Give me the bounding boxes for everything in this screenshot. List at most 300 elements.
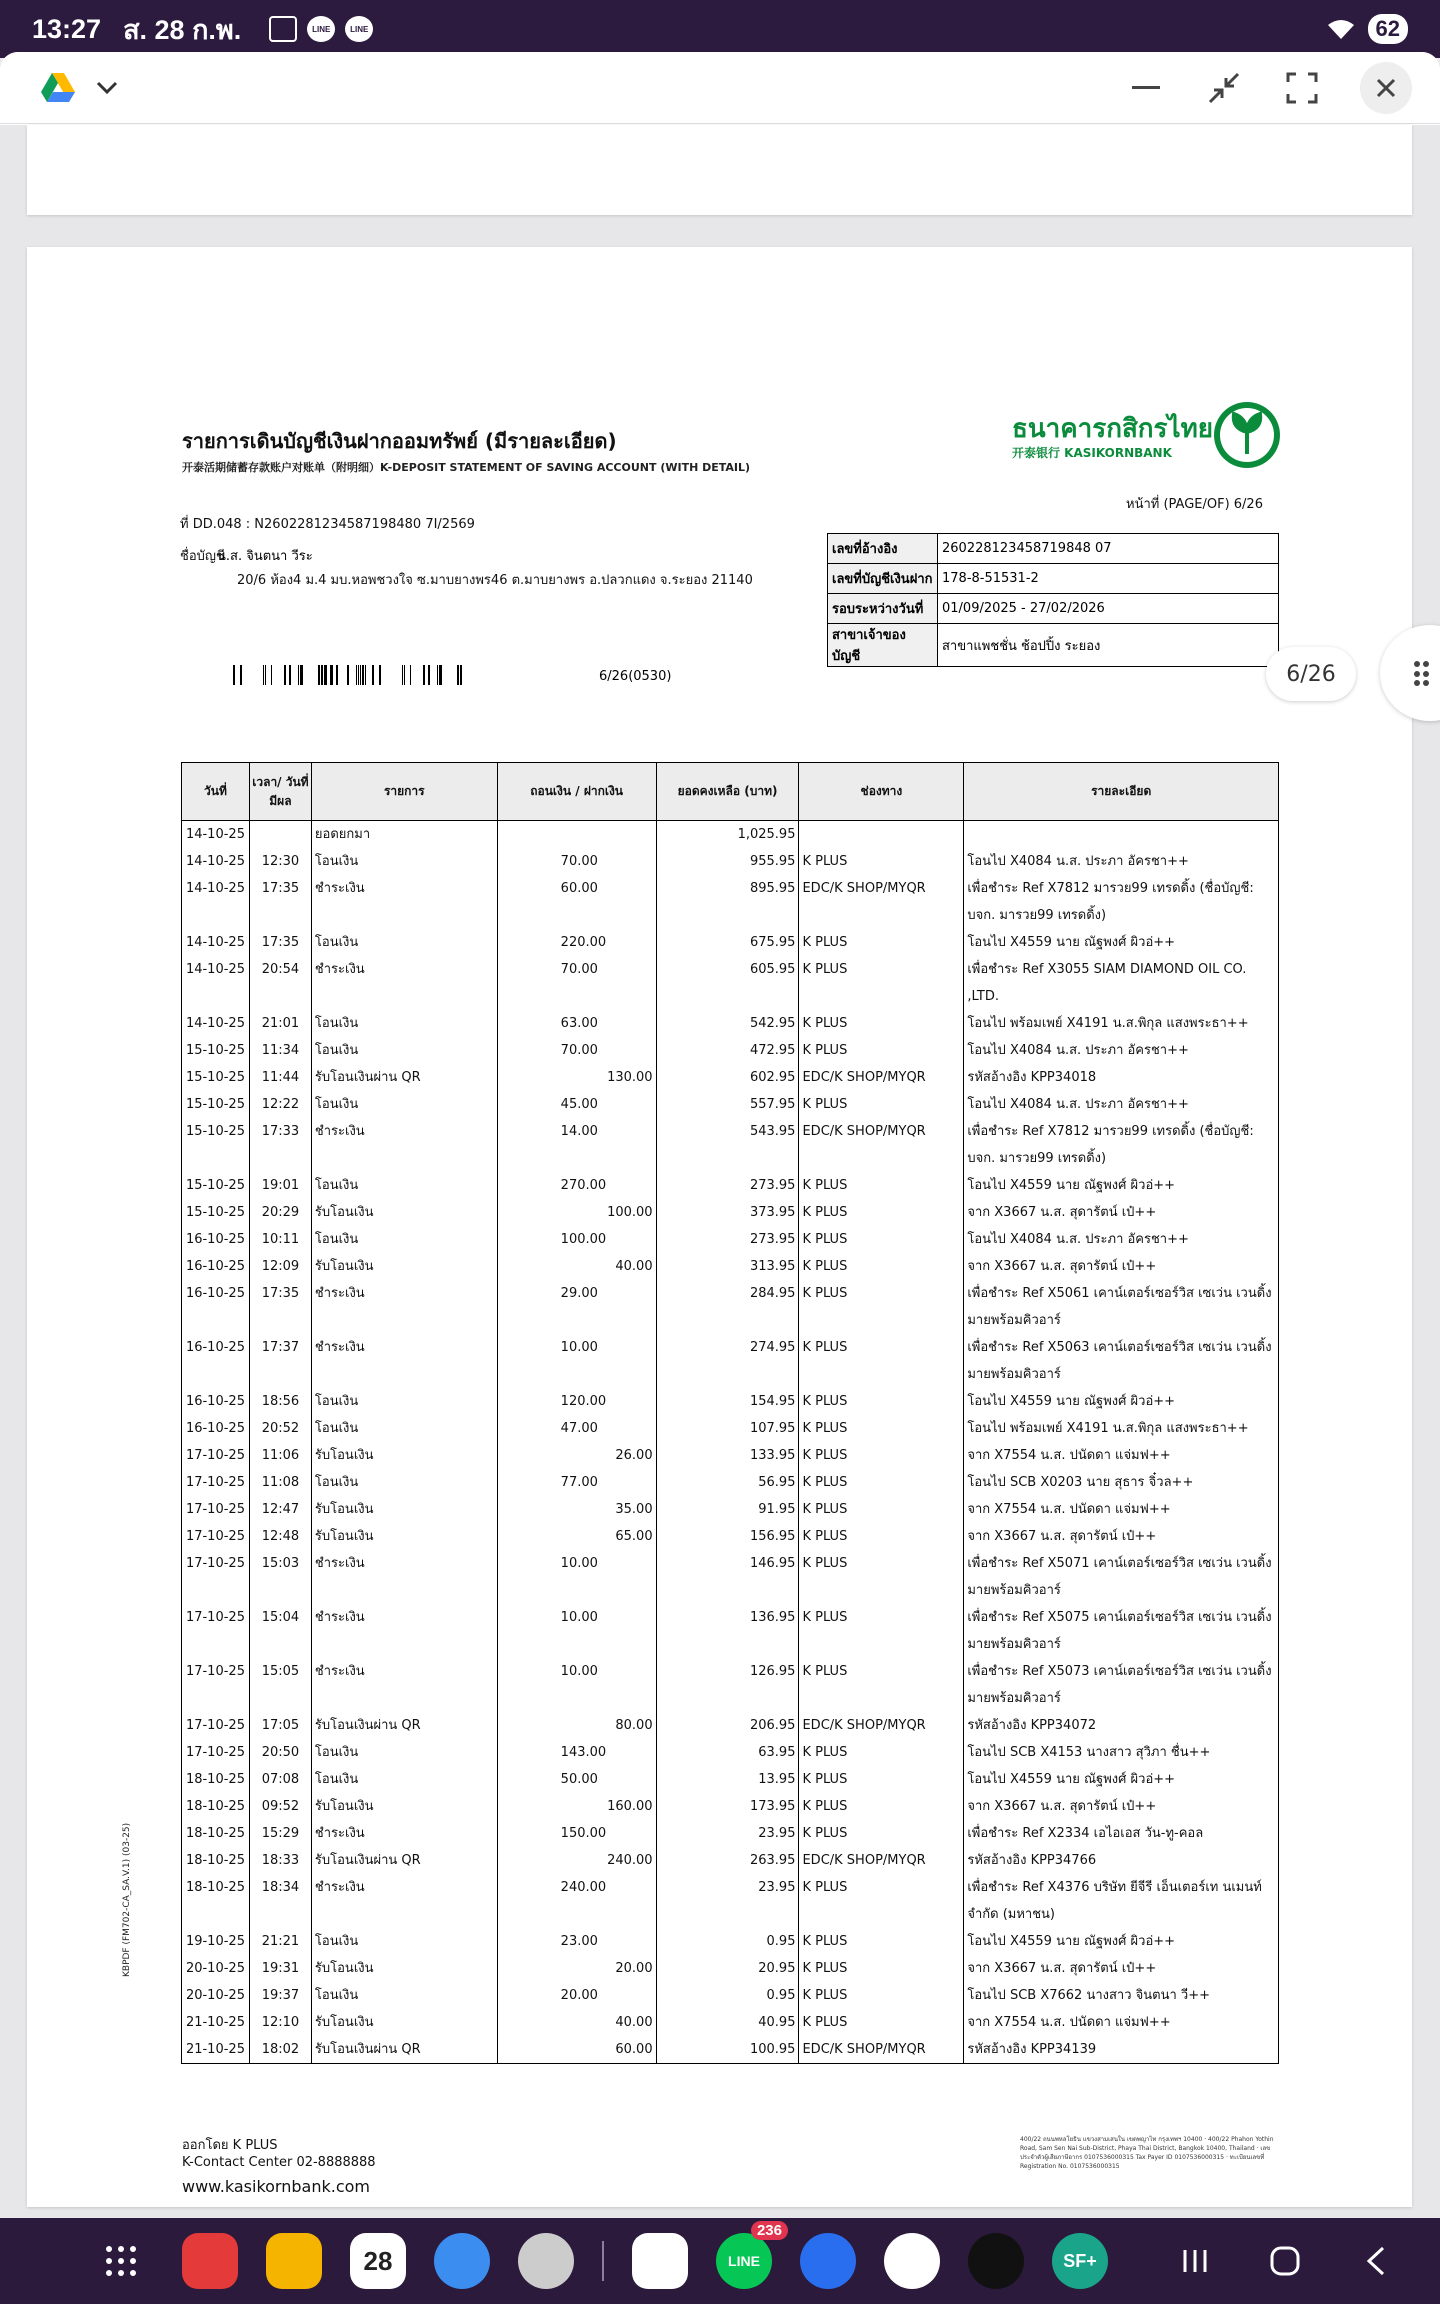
table-row (182, 1604, 1279, 1658)
cell-date: 18-10-25 (182, 1847, 250, 1874)
cell-date: 17-10-25 (182, 1658, 250, 1712)
recents-button[interactable] (1170, 2236, 1220, 2286)
app-window (0, 52, 1440, 2217)
recents-icon (1180, 2246, 1210, 2276)
cell-time: 11:08 (249, 1469, 311, 1496)
cell-detail: เพื่อชำระ Ref X5073 เคาน์เตอร์เซอร์วิส เซเว่น เวนดิ้ง มายพร้อมคิวอาร์ (964, 1658, 1279, 1712)
cell-detail: รหัสอ้างอิง KPP34072 (964, 1712, 1279, 1739)
cell-date: 14-10-25 (182, 875, 250, 929)
barcode-bar (271, 665, 272, 685)
cell-description: โอนเงิน (311, 1766, 497, 1793)
barcode-bar (460, 665, 462, 685)
cell-detail: เพื่อชำระ Ref X3055 SIAM DIAMOND OIL CO. ,LTD. (964, 956, 1279, 1010)
cell-amount (497, 1091, 656, 1118)
cell-amount (497, 1118, 656, 1172)
col-description: รายการ (311, 763, 497, 821)
cell-detail: โอนไป X4559 นาย ณัฐพงศ์ ผิวอ่++ (964, 929, 1279, 956)
table-row (182, 1334, 1279, 1388)
bank-name-en: 开泰银行 KASIKORNBANK (1012, 446, 1172, 460)
cell-channel: K PLUS (799, 848, 964, 875)
kasikorn-logo (1012, 402, 1280, 472)
cell-time: 17:35 (249, 929, 311, 956)
cell-time: 12:30 (249, 848, 311, 875)
cell-amount (497, 875, 656, 929)
back-button[interactable] (1350, 2236, 1400, 2286)
withdraw-amount: 47.00 (560, 1421, 598, 1436)
info-value: 178-8-51531-2 (938, 564, 1279, 594)
table-row (182, 1496, 1279, 1523)
cell-channel: K PLUS (799, 1226, 964, 1253)
cell-date: 15-10-25 (182, 1091, 250, 1118)
cell-detail: โอนไป X4084 น.ส. ประภา อัครชา++ (964, 1226, 1279, 1253)
files-app-icon[interactable] (266, 2233, 322, 2289)
cell-date: 17-10-25 (182, 1604, 250, 1658)
cell-amount (497, 1064, 656, 1091)
cell-amount (497, 1766, 656, 1793)
withdraw-amount: 70.00 (560, 962, 598, 977)
window-toolbar (0, 52, 1440, 124)
barcode-bar (324, 665, 327, 685)
cell-detail: จาก X7554 น.ส. ปนัดดา แจ่มฟ++ (964, 1442, 1279, 1469)
withdraw-amount: 10.00 (560, 1610, 598, 1625)
cell-description: ยอดยกมา (311, 821, 497, 849)
cell-date: 15-10-25 (182, 1199, 250, 1226)
cell-description: โอนเงิน (311, 848, 497, 875)
table-row (182, 848, 1279, 875)
barcode-bar (318, 665, 320, 685)
cell-description: รับโอนเงิน (311, 1955, 497, 1982)
cell-time: 18:34 (249, 1874, 311, 1928)
cell-amount (497, 2009, 656, 2036)
info-value: 260228123458719848 07 (938, 534, 1279, 564)
cell-amount (497, 848, 656, 875)
cell-time: 18:02 (249, 2036, 311, 2064)
table-row (182, 1793, 1279, 1820)
table-row (182, 1064, 1279, 1091)
cell-channel: K PLUS (799, 929, 964, 956)
cell-description: รับโอนเงิน (311, 1523, 497, 1550)
cell-channel: K PLUS (799, 1091, 964, 1118)
cell-description: โอนเงิน (311, 1172, 497, 1199)
cell-detail: รหัสอ้างอิง KPP34766 (964, 1847, 1279, 1874)
cell-date: 19-10-25 (182, 1928, 250, 1955)
line-badge: 236 (751, 2221, 788, 2240)
info-row (828, 564, 1279, 594)
cell-detail: เพื่อชำระ Ref X4376 บริษัท ยีจีรี เอ็นเตอร์เท นเมนท์ จำกัด (มหาชน) (964, 1874, 1279, 1928)
cell-amount (497, 956, 656, 1010)
cell-description: รับโอนเงินผ่าน QR (311, 2036, 497, 2064)
cell-date: 16-10-25 (182, 1334, 250, 1388)
footer-address: 400/22 ถนนพหลโยธิน แขวงสามเสนใน เขตพญาไท กรุงเทพฯ 10400 · 400/22 Phahon Yothin Road, Sam Sen Nai Sub-District, Phaya Thai District, Bangkok 10400, Thailand · เลขประจำตัวผู้เสียภาษีอากร 0107536000315 Tax Payer ID 0107536000315 · ทะเบียนเลขที่ Registration No. 0107536000315 (1020, 2136, 1274, 2170)
account-info-box (827, 533, 1279, 667)
col-balance: ยอดคงเหลือ (บาท) (656, 763, 799, 821)
cell-date: 16-10-25 (182, 1388, 250, 1415)
barcode-bar (439, 665, 442, 685)
cell-amount (497, 1388, 656, 1415)
status-bar (0, 0, 1440, 58)
cell-amount (497, 1010, 656, 1037)
notes-app-icon[interactable] (182, 2233, 238, 2289)
info-label: สาขาเจ้าของบัญชี (828, 624, 938, 667)
app-drawer-button[interactable] (96, 2236, 146, 2286)
cell-amount (497, 1226, 656, 1253)
close-button[interactable] (1360, 62, 1412, 114)
taskbar (0, 2218, 1440, 2304)
google-drive-app-icon[interactable] (632, 2233, 688, 2289)
camera-app-icon[interactable] (518, 2233, 574, 2289)
cell-time: 17:37 (249, 1334, 311, 1388)
chrome-app-icon[interactable] (884, 2233, 940, 2289)
cell-date: 16-10-25 (182, 1415, 250, 1442)
cell-amount (497, 1874, 656, 1928)
table-row (182, 1037, 1279, 1064)
barcode-bar (360, 665, 361, 685)
cell-time: 17:05 (249, 1712, 311, 1739)
cell-time: 11:06 (249, 1442, 311, 1469)
cell-channel: K PLUS (799, 1280, 964, 1334)
statement-table (181, 762, 1279, 2064)
barcode-bar (358, 665, 359, 685)
cell-date: 14-10-25 (182, 1010, 250, 1037)
cell-balance: 284.95 (656, 1280, 799, 1334)
cell-time: 20:52 (249, 1415, 311, 1442)
cell-detail: โอนไป SCB X4153 นางสาว สุวิภา ชื่น++ (964, 1739, 1279, 1766)
cell-channel: K PLUS (799, 1550, 964, 1604)
sf-app-icon[interactable]: SF+ (1052, 2233, 1108, 2289)
deposit-amount: 160.00 (607, 1799, 653, 1814)
cell-channel: K PLUS (799, 1982, 964, 2009)
cell-balance: 126.95 (656, 1658, 799, 1712)
pdf-viewer[interactable] (0, 125, 1440, 2217)
cell-channel: EDC/K SHOP/MYQR (799, 1118, 964, 1172)
barcode-bar (284, 665, 286, 685)
battery-level: 62 (1368, 14, 1408, 44)
cell-time: 12:22 (249, 1091, 311, 1118)
barcode-bar (437, 665, 438, 685)
cell-time: 18:33 (249, 1847, 311, 1874)
cell-amount (497, 1334, 656, 1388)
col-date: วันที่ (182, 763, 250, 821)
shrink-icon (1208, 72, 1240, 104)
barcode-bar (423, 665, 425, 685)
col-detail: รายละเอียด (964, 763, 1279, 821)
cell-balance: 173.95 (656, 1793, 799, 1820)
line-icon: LINE (307, 16, 335, 42)
withdraw-amount: 10.00 (560, 1556, 598, 1571)
cell-channel: K PLUS (799, 1199, 964, 1226)
cell-description: รับโอนเงิน (311, 1496, 497, 1523)
table-row (182, 1712, 1279, 1739)
cell-detail: จาก X3667 น.ส. สุดารัตน์ เป๋++ (964, 1955, 1279, 1982)
cell-balance: 895.95 (656, 875, 799, 929)
cell-date: 21-10-25 (182, 2036, 250, 2064)
cell-time: 19:01 (249, 1172, 311, 1199)
cell-balance: 156.95 (656, 1523, 799, 1550)
taskbar-divider (602, 2241, 604, 2281)
cell-time: 10:11 (249, 1226, 311, 1253)
cell-time: 11:44 (249, 1064, 311, 1091)
line-app-icon[interactable]: LINE 236 (716, 2233, 772, 2289)
cell-channel: K PLUS (799, 1820, 964, 1847)
cell-amount (497, 1712, 656, 1739)
info-row (828, 594, 1279, 624)
table-row (182, 1739, 1279, 1766)
status-time: 13:27 (32, 13, 102, 44)
barcode-bar (240, 665, 242, 685)
table-row (182, 1847, 1279, 1874)
cell-time: 12:47 (249, 1496, 311, 1523)
barcode-bar (330, 665, 333, 685)
cell-balance: 20.95 (656, 1955, 799, 1982)
cell-description: ชำระเงิน (311, 1604, 497, 1658)
table-row (182, 2009, 1279, 2036)
cell-description: ชำระเงิน (311, 1280, 497, 1334)
cell-date: 14-10-25 (182, 956, 250, 1010)
drive-app-button[interactable] (28, 60, 88, 116)
cell-time: 12:10 (249, 2009, 311, 2036)
cell-description: โอนเงิน (311, 1739, 497, 1766)
chevron-down-icon[interactable] (96, 81, 118, 95)
cell-channel (799, 821, 964, 849)
cell-description: รับโอนเงิน (311, 1253, 497, 1280)
barcode-bar (289, 665, 291, 685)
barcode-bar (457, 665, 459, 685)
table-row (182, 1469, 1279, 1496)
cell-date: 17-10-25 (182, 1550, 250, 1604)
cell-detail: จาก X3667 น.ส. สุดารัตน์ เป๋++ (964, 1253, 1279, 1280)
tiktok-app-icon[interactable] (968, 2233, 1024, 2289)
table-row (182, 1658, 1279, 1712)
table-row (182, 1199, 1279, 1226)
cell-description: รับโอนเงินผ่าน QR (311, 1064, 497, 1091)
table-row (182, 1550, 1279, 1604)
deposit-amount: 26.00 (615, 1448, 653, 1463)
table-row (182, 1010, 1279, 1037)
statement-title: รายการเดินบัญชีเงินฝากออมทรัพย์ (มีรายละเอียด) (182, 429, 617, 453)
deposit-amount: 65.00 (615, 1529, 653, 1544)
cell-amount (497, 1955, 656, 1982)
withdraw-amount: 10.00 (560, 1340, 598, 1355)
table-row (182, 1280, 1279, 1334)
form-code: KBPDF (FM702-CA_SA.V.1) (03-25) (122, 1822, 132, 1977)
cell-description: ชำระเงิน (311, 1874, 497, 1928)
barcode-bar (365, 665, 366, 685)
cell-detail: เพื่อชำระ Ref X7812 มารวย99 เทรดดิ้ง (ชื่อบัญชี: บจก. มารวย99 เทรดดิ้ง) (964, 875, 1279, 929)
table-row (182, 1874, 1279, 1928)
cell-balance: 23.95 (656, 1874, 799, 1928)
status-date: ส. 28 ก.พ. (123, 14, 242, 45)
reference-line: ที่ DD.048 : N2602281234587198480 7I/2569 (180, 517, 475, 532)
cell-description: โอนเงิน (311, 1010, 497, 1037)
cell-time (249, 821, 311, 849)
cell-description: ชำระเงิน (311, 956, 497, 1010)
cell-date: 15-10-25 (182, 1118, 250, 1172)
cell-balance: 543.95 (656, 1118, 799, 1172)
cell-balance: 273.95 (656, 1172, 799, 1199)
info-row (828, 624, 1279, 667)
cell-channel: K PLUS (799, 1334, 964, 1388)
withdraw-amount: 143.00 (560, 1745, 607, 1760)
cell-balance: 0.95 (656, 1982, 799, 2009)
cell-date: 20-10-25 (182, 1955, 250, 1982)
cell-detail: จาก X3667 น.ส. สุดารัตน์ เป๋++ (964, 1523, 1279, 1550)
barcode-bar (265, 665, 266, 685)
withdraw-amount: 45.00 (560, 1097, 598, 1112)
col-channel: ช่องทาง (799, 763, 964, 821)
cell-detail: โอนไป X4559 นาย ณัฐพงศ์ ผิวอ่++ (964, 1766, 1279, 1793)
cell-time: 19:31 (249, 1955, 311, 1982)
cell-amount (497, 1550, 656, 1604)
info-value: 01/09/2025 - 27/02/2026 (938, 594, 1279, 624)
cell-time: 15:29 (249, 1820, 311, 1847)
cell-date: 17-10-25 (182, 1739, 250, 1766)
cell-date: 16-10-25 (182, 1226, 250, 1253)
cell-date: 15-10-25 (182, 1064, 250, 1091)
cell-detail: จาก X3667 น.ส. สุดารัตน์ เป๋++ (964, 1199, 1279, 1226)
cell-amount (497, 1793, 656, 1820)
cell-balance: 146.95 (656, 1550, 799, 1604)
cell-description: รับโอนเงินผ่าน QR (311, 1712, 497, 1739)
cell-date: 16-10-25 (182, 1280, 250, 1334)
cell-channel: K PLUS (799, 1523, 964, 1550)
cell-balance: 23.95 (656, 1820, 799, 1847)
barcode-bar (410, 665, 411, 685)
cell-time: 12:09 (249, 1253, 311, 1280)
table-row (182, 821, 1279, 849)
cell-description: โอนเงิน (311, 1469, 497, 1496)
cell-amount (497, 1172, 656, 1199)
cell-amount (497, 821, 656, 849)
table-row (182, 875, 1279, 929)
cell-channel: EDC/K SHOP/MYQR (799, 2036, 964, 2064)
deposit-amount: 240.00 (607, 1853, 653, 1868)
cell-amount (497, 1199, 656, 1226)
cell-balance: 557.95 (656, 1091, 799, 1118)
cell-description: โอนเงิน (311, 1415, 497, 1442)
cell-date: 17-10-25 (182, 1442, 250, 1469)
withdraw-amount: 23.00 (560, 1934, 598, 1949)
withdraw-amount: 240.00 (560, 1880, 607, 1895)
cell-detail (964, 821, 1279, 849)
barcode-bar (298, 665, 299, 685)
statement-subtitle: 开泰活期储蓄存款账户对账单（附明细）K-DEPOSIT STATEMENT OF SAVING ACCOUNT (WITH DETAIL) (182, 461, 751, 474)
withdraw-amount: 20.00 (560, 1988, 598, 2003)
cell-channel: K PLUS (799, 956, 964, 1010)
cell-time: 15:05 (249, 1658, 311, 1712)
messages-app-icon[interactable] (434, 2233, 490, 2289)
table-row (182, 1820, 1279, 1847)
barcode-bar (372, 665, 374, 685)
cell-amount (497, 1442, 656, 1469)
cell-balance: 100.95 (656, 2036, 799, 2064)
cell-channel: K PLUS (799, 1415, 964, 1442)
barcode-bar (300, 665, 303, 685)
cell-date: 20-10-25 (182, 1982, 250, 2009)
deposit-amount: 40.00 (615, 2015, 653, 2030)
cell-time: 11:34 (249, 1037, 311, 1064)
cell-amount (497, 1658, 656, 1712)
cell-detail: จาก X7554 น.ส. ปนัดดา แจ่มฟ++ (964, 1496, 1279, 1523)
cell-channel: K PLUS (799, 1955, 964, 1982)
cell-description: รับโอนเงินผ่าน QR (311, 1847, 497, 1874)
deposit-amount: 40.00 (615, 1259, 653, 1274)
barcode-bar (428, 665, 430, 685)
notification-icons (269, 16, 373, 42)
previous-page (27, 125, 1412, 215)
cell-description: ชำระเงิน (311, 1118, 497, 1172)
minimize-icon (1132, 86, 1160, 90)
cell-amount (497, 1280, 656, 1334)
cell-amount (497, 1847, 656, 1874)
fullscreen-button[interactable] (1282, 68, 1322, 108)
cell-description: รับโอนเงิน (311, 1199, 497, 1226)
barcode-bar (336, 665, 338, 685)
cell-date: 16-10-25 (182, 1253, 250, 1280)
cell-time: 17:35 (249, 875, 311, 929)
cell-balance: 602.95 (656, 1064, 799, 1091)
cell-description: รับโอนเงิน (311, 1793, 497, 1820)
cell-description: รับโอนเงิน (311, 1442, 497, 1469)
shrink-button[interactable] (1204, 68, 1244, 108)
cell-channel: K PLUS (799, 1793, 964, 1820)
cell-time: 20:29 (249, 1199, 311, 1226)
table-row (182, 929, 1279, 956)
cell-date: 15-10-25 (182, 1172, 250, 1199)
cell-balance: 206.95 (656, 1712, 799, 1739)
deposit-amount: 60.00 (615, 2042, 653, 2057)
col-amount: ถอนเงิน / ฝากเงิน (497, 763, 656, 821)
footer-contact: K-Contact Center 02-8888888 (182, 2155, 376, 2170)
calendar-day: 28 (363, 2245, 393, 2276)
sync-app-icon[interactable] (800, 2233, 856, 2289)
cell-detail: จาก X3667 น.ส. สุดารัตน์ เป๋++ (964, 1793, 1279, 1820)
barcode-bar (362, 665, 364, 685)
cell-amount (497, 1739, 656, 1766)
account-name: น.ส. จินตนา วีระ (217, 549, 313, 564)
wifi-icon (1326, 17, 1356, 41)
table-row (182, 2036, 1279, 2064)
barcode-bar (321, 665, 323, 685)
deposit-amount: 130.00 (607, 1070, 653, 1085)
deposit-amount: 100.00 (607, 1205, 653, 1220)
withdraw-amount: 120.00 (560, 1394, 607, 1409)
cell-detail: โอนไป X4084 น.ส. ประภา อัครชา++ (964, 848, 1279, 875)
cell-detail: โอนไป X4559 นาย ณัฐพงศ์ ผิวอ่++ (964, 1928, 1279, 1955)
cell-description: ชำระเงิน (311, 1820, 497, 1847)
cell-description: โอนเงิน (311, 1928, 497, 1955)
barcode-bar (379, 665, 381, 685)
minimize-button[interactable] (1126, 68, 1166, 108)
home-button[interactable] (1260, 2236, 1310, 2286)
cell-detail: โอนไป SCB X0203 นาย สุธาร จิ๋วล++ (964, 1469, 1279, 1496)
drag-dots-icon (1414, 661, 1428, 687)
cell-time: 15:03 (249, 1550, 311, 1604)
cell-balance: 0.95 (656, 1928, 799, 1955)
calendar-app-icon[interactable] (350, 2233, 406, 2289)
cell-amount (497, 2036, 656, 2064)
cell-date: 21-10-25 (182, 2009, 250, 2036)
col-time: เวลา/ วันที่มีผล (249, 763, 311, 821)
cell-amount (497, 1604, 656, 1658)
cell-date: 14-10-25 (182, 929, 250, 956)
cell-description: ชำระเงิน (311, 1334, 497, 1388)
withdraw-amount: 63.00 (560, 1016, 598, 1031)
cell-channel: K PLUS (799, 1037, 964, 1064)
cell-amount (497, 1928, 656, 1955)
cell-date: 17-10-25 (182, 1712, 250, 1739)
footer-url: www.kasikornbank.com (182, 2177, 370, 2196)
cell-detail: โอนไป พร้อมเพย์ X4191 น.ส.พิกุล แสงพระธา++ (964, 1415, 1279, 1442)
